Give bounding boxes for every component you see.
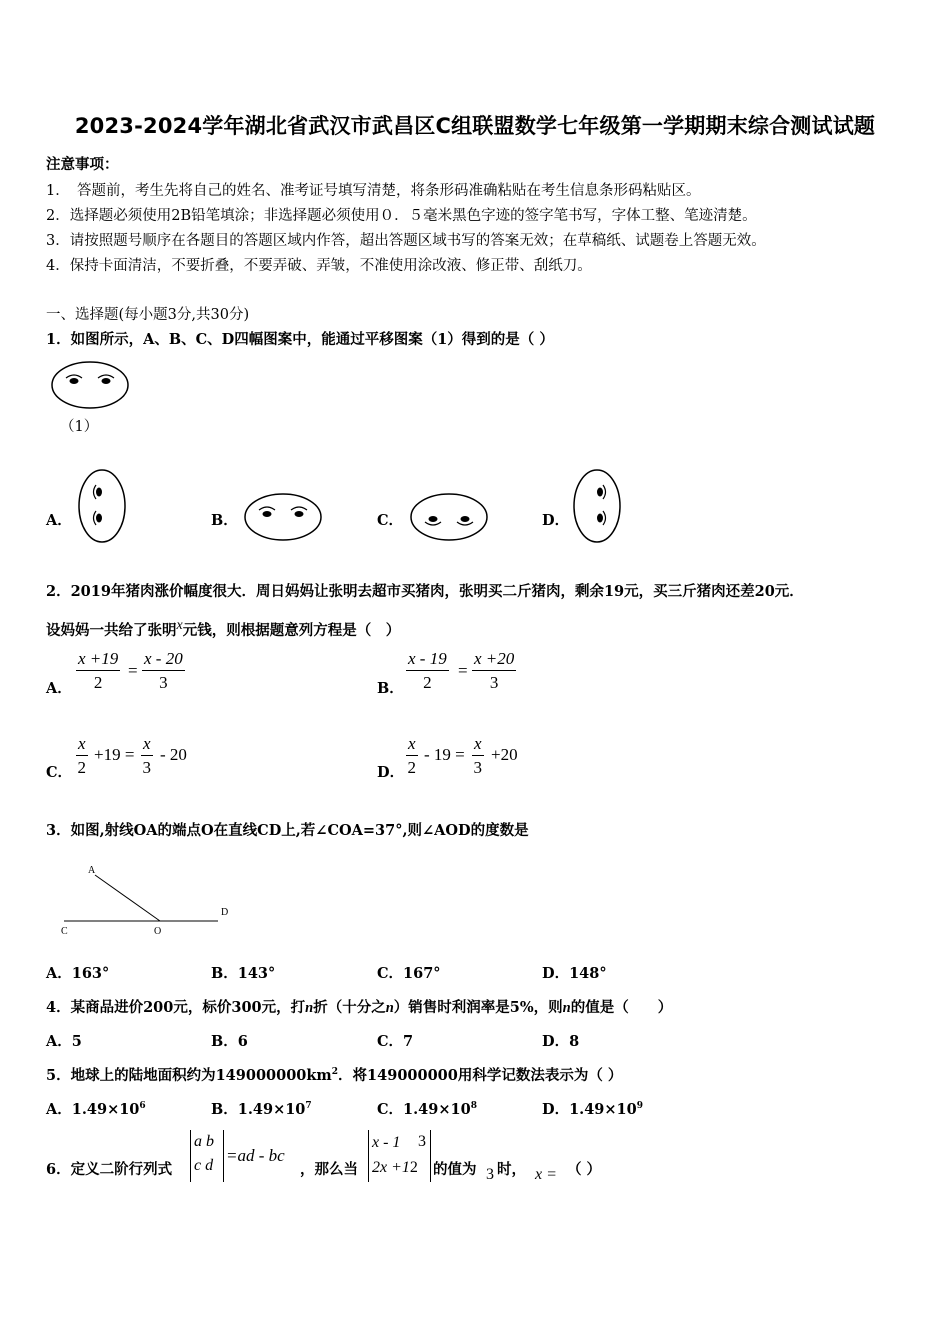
q2-a-den1: 2	[93, 673, 103, 692]
q1-option-c[interactable]: C．	[377, 512, 404, 529]
section-heading: 一、选择题(每小题3分,共30分)	[46, 307, 250, 323]
q4-stem	[46, 996, 672, 1017]
q6-det2-r2c2: 2	[409, 1159, 418, 1176]
q6-x-equals: x =	[535, 1166, 557, 1183]
q3-figure	[58, 860, 238, 940]
q5-option-d[interactable]	[542, 1098, 643, 1119]
q2-c-num1: x	[76, 733, 88, 756]
q2-d-frac1	[406, 733, 418, 780]
q2-c-mid: +19 =	[94, 745, 135, 764]
q4-stem-part2: 折（十分之	[313, 999, 386, 1016]
q5-stem	[46, 1064, 622, 1085]
q6-stem-part5: （ ）	[567, 1161, 602, 1178]
q2-a-num2: x - 20	[142, 648, 185, 671]
q2-option-c[interactable]: C．	[46, 764, 73, 781]
q2-d-frac2	[472, 733, 484, 780]
q5-stem-part2: ．将149000000用科学记数法表示为（ ）	[338, 1067, 623, 1084]
q1-figure-c	[409, 492, 491, 544]
q6-stem-part3: 的值为	[433, 1161, 477, 1178]
q6-det2-r1c2: 3	[418, 1133, 426, 1150]
q3-label-a: A	[88, 865, 96, 876]
q2-b-num1: x - 19	[406, 648, 449, 671]
q2-d-tail: +20	[491, 745, 518, 764]
q6-det1-row1: a b	[194, 1133, 214, 1150]
q2-option-a[interactable]: A．	[46, 680, 72, 697]
q5-c-exp: 8	[470, 1101, 477, 1112]
q4-var-n3: n	[562, 1000, 571, 1016]
q2-b-frac2	[472, 648, 516, 695]
q2-c-frac2	[141, 733, 153, 780]
q2-a-frac1	[76, 648, 120, 695]
q2-a-frac2	[142, 648, 185, 695]
q2-c-tail: - 20	[160, 745, 187, 764]
q5-option-c[interactable]	[377, 1098, 477, 1119]
page-title: 2023-2024学年湖北省武汉市武昌区C组联盟数学七年级第一学期期末综合测试试题	[74, 114, 876, 138]
q4-stem-part4: 的值是（ ）	[570, 999, 673, 1016]
q1-option-a[interactable]: A．	[46, 512, 72, 529]
q5-a-exp: 6	[139, 1101, 146, 1112]
q2-a-den2: 3	[159, 673, 168, 692]
notice-item-3: 3．请按照题号顺序在各题目的答题区域内作答，超出答题区域书写的答案无效；在草稿纸、试题卷上答题无效。	[46, 233, 766, 249]
q1-figure-a	[77, 468, 129, 546]
q4-option-a[interactable]: A．5	[46, 1033, 82, 1050]
q2-c-frac1	[76, 733, 88, 780]
q2-stem-part1: 设妈妈一共给了张明	[46, 621, 177, 639]
q4-option-c[interactable]: C．7	[377, 1033, 414, 1050]
q5-b-exp: 7	[305, 1101, 312, 1112]
q6-stem-part1: 6．定义二阶行列式	[46, 1161, 173, 1178]
q2-c-num2: x	[141, 733, 153, 756]
q2-d-den2: 3	[473, 758, 483, 777]
q6-det2-r1c1: x - 1	[372, 1134, 401, 1151]
q2-b-num2: x +20	[472, 648, 516, 671]
q3-label-d: D	[221, 907, 229, 918]
q2-b-den2: 3	[489, 673, 499, 692]
q4-option-b[interactable]: B．6	[211, 1033, 248, 1050]
q2-c-den1: 2	[77, 758, 87, 777]
q2-d-mid: - 19 =	[424, 745, 465, 764]
q2-option-d[interactable]: D．	[377, 764, 405, 781]
q6-det1-row2: c d	[194, 1157, 214, 1174]
q4-option-d[interactable]: D．8	[542, 1033, 580, 1050]
q1-figure-d	[572, 468, 624, 546]
q5-stem-part1: 5．地球上的陆地面积约为149000000km	[46, 1067, 332, 1084]
q5-d-exp: 9	[636, 1101, 643, 1112]
q6-det2	[368, 1130, 431, 1182]
q2-a-num1: x +19	[76, 648, 120, 671]
q4-stem-part3: ）销售时利润率是5%，则	[393, 999, 563, 1016]
q5-option-b[interactable]	[211, 1098, 312, 1119]
q1-figure-b	[243, 492, 325, 544]
q5-a-label: A．1.49×10	[46, 1101, 140, 1118]
q5-b-label: B．1.49×10	[211, 1101, 306, 1118]
q6-value: 3	[486, 1166, 494, 1183]
q3-option-b[interactable]: B．143°	[211, 965, 276, 982]
q4-stem-part1: 4．某商品进价200元，标价300元，打	[46, 999, 306, 1016]
q2-stem-line1: 2．2019年猪肉涨价幅度很大．周日妈妈让张明去超市买猪肉，张明买二斤猪肉，剩余19元，买三斤猪肉还差20元．	[46, 583, 804, 600]
notice-item-4: 4．保持卡面清洁，不要折叠，不要弄破、弄皱，不准使用涂改液、修正带、刮纸刀。	[46, 258, 592, 274]
q5-c-label: C．1.49×10	[377, 1101, 471, 1118]
q2-d-num1: x	[406, 733, 418, 756]
q4-var-n2: n	[385, 1000, 394, 1016]
q2-d-den1: 2	[407, 758, 417, 777]
notice-item-1: 1． 答题前，考生先将自己的姓名、准考证号填写清楚，将条形码准确粘贴在考生信息条形码粘贴区。	[46, 183, 701, 199]
q6-definition: =ad - bc	[226, 1146, 285, 1165]
q2-var: x	[176, 618, 183, 633]
q6-stem-part4: 时，	[497, 1161, 526, 1178]
q5-option-a[interactable]	[46, 1098, 146, 1119]
q3-label-c: C	[61, 926, 68, 937]
q2-stem-line2	[46, 618, 400, 640]
q6-det2-r2c1: 2x +1	[372, 1159, 410, 1176]
q2-b-den1: 2	[423, 673, 432, 692]
q2-a-eq: =	[128, 661, 138, 680]
q3-stem: 3．如图,射线OA的端点O在直线CD上,若∠COA=37°,则∠AOD的度数是	[46, 822, 529, 839]
q2-c-den2: 3	[142, 758, 152, 777]
q1-figure-label: （1）	[60, 419, 99, 435]
q1-option-d[interactable]: D．	[542, 512, 570, 529]
q3-label-o: O	[154, 926, 162, 937]
q2-b-frac1	[406, 648, 449, 695]
q1-stem: 1．如图所示，A、B、C、D四幅图案中，能通过平移图案（1）得到的是（ ）	[46, 331, 554, 348]
q1-figure-1	[50, 360, 132, 412]
q3-option-d[interactable]: D．148°	[542, 965, 607, 982]
q4-var-n: n	[305, 1000, 314, 1016]
q2-option-b[interactable]: B．	[377, 680, 404, 697]
notice-heading: 注意事项：	[46, 156, 119, 173]
q5-d-label: D．1.49×10	[542, 1101, 637, 1118]
notice-item-2: 2．选择题必须使用2B铅笔填涂；非选择题必须使用０．５毫米黑色字迹的签字笔书写，字体工整、笔迹清楚。	[46, 208, 757, 224]
q6-stem-part2: ，那么当	[300, 1161, 358, 1178]
q6-det1	[190, 1130, 224, 1182]
q2-d-num2: x	[472, 733, 484, 756]
q2-b-eq: =	[458, 661, 468, 680]
q5-sup: 2	[331, 1067, 339, 1078]
q3-option-c[interactable]: C．167°	[377, 965, 441, 982]
q1-option-b[interactable]: B．	[211, 512, 238, 529]
q3-option-a[interactable]: A．163°	[46, 965, 110, 982]
q2-stem-part2: 元钱，则根据题意列方程是（ ）	[182, 621, 401, 639]
